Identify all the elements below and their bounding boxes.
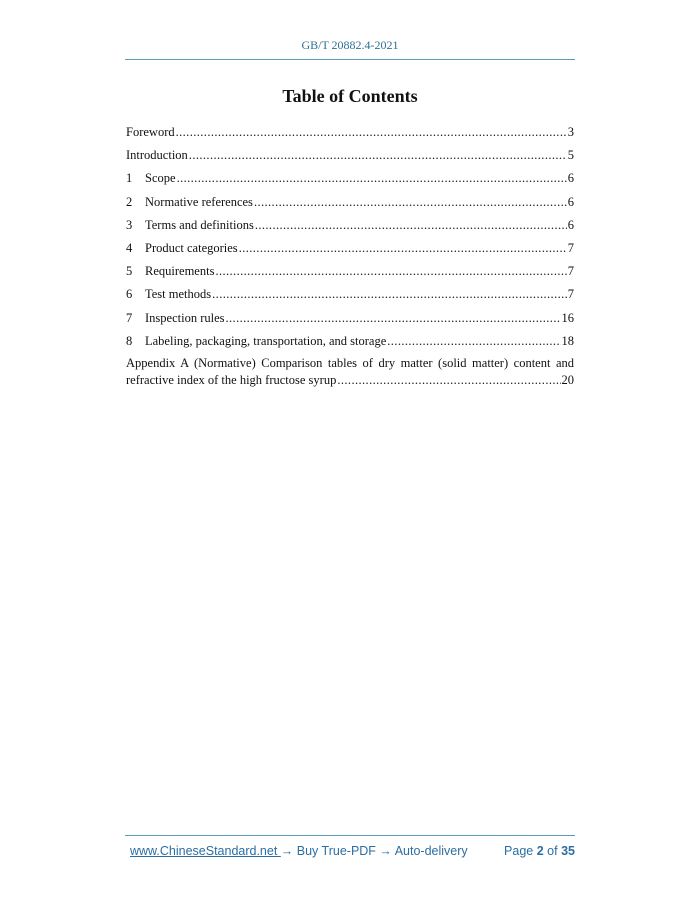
current-page-number: 2 bbox=[536, 844, 544, 858]
toc-page-number: 6 bbox=[567, 217, 574, 232]
toc-entry-label: Foreword bbox=[126, 125, 175, 139]
table-of-contents bbox=[126, 121, 574, 389]
toc-leader-dots bbox=[337, 372, 560, 389]
toc-entry-label: Terms and definitions bbox=[145, 217, 254, 232]
toc-section-number: 5 bbox=[126, 264, 133, 279]
toc-entry-label: Labeling, packaging, transportation, and storage bbox=[145, 333, 387, 348]
toc-section-number: 8 bbox=[126, 333, 133, 348]
toc-section-number: 6 bbox=[126, 287, 133, 302]
toc-leader-dots bbox=[177, 167, 567, 190]
toc-entry-label: Requirements bbox=[145, 264, 215, 279]
toc-leader-dots bbox=[226, 307, 561, 330]
toc-section-number: 7 bbox=[126, 310, 133, 325]
toc-page-number: 20 bbox=[561, 372, 574, 387]
toc-leader-dots bbox=[255, 214, 567, 237]
toc-entry-label: Normative references bbox=[145, 194, 253, 209]
toc-page-number: 7 bbox=[567, 240, 574, 255]
toc-leader-dots bbox=[189, 144, 567, 167]
page-title: Table of Contents bbox=[282, 86, 418, 106]
toc-section-number: 1 bbox=[126, 171, 133, 186]
toc-entry-scope[interactable] bbox=[126, 167, 574, 190]
toc-page-number: 7 bbox=[567, 287, 574, 302]
toc-leader-dots bbox=[215, 260, 566, 283]
of-label: of bbox=[547, 844, 558, 858]
toc-entry-product-categories[interactable] bbox=[126, 237, 574, 260]
toc-page-number: 16 bbox=[561, 310, 574, 325]
toc-entry-label: Test methods bbox=[145, 287, 212, 302]
toc-entry-labeling-packaging[interactable] bbox=[126, 330, 574, 353]
appendix-title-line: Appendix A (Normative) Comparison tables of dry matter (solid matter) content and bbox=[126, 355, 574, 370]
toc-entry-normative-references[interactable] bbox=[126, 191, 574, 214]
toc-page-number: 18 bbox=[561, 333, 574, 348]
footer-promo bbox=[130, 844, 468, 858]
toc-entry-introduction[interactable] bbox=[126, 144, 574, 167]
toc-leader-dots bbox=[212, 283, 567, 306]
toc-entry-label: Introduction bbox=[126, 148, 188, 163]
toc-entry-foreword[interactable] bbox=[126, 121, 574, 144]
toc-entry-label: Product categories bbox=[145, 240, 238, 255]
toc-page-number: 3 bbox=[567, 125, 574, 139]
footer-promo-text: → Buy True-PDF → Auto-delivery bbox=[280, 844, 468, 858]
toc-entry-test-methods[interactable] bbox=[126, 283, 574, 306]
toc-leader-dots bbox=[239, 237, 567, 260]
page-indicator bbox=[504, 844, 575, 858]
header-divider bbox=[125, 59, 575, 60]
toc-leader-dots bbox=[254, 191, 567, 214]
toc-section-number: 3 bbox=[126, 217, 133, 232]
toc-entry-appendix-a[interactable] bbox=[126, 355, 574, 389]
toc-leader-dots bbox=[387, 330, 560, 353]
toc-page-number: 6 bbox=[567, 194, 574, 209]
toc-entry-label: Inspection rules bbox=[145, 310, 225, 325]
toc-entry-inspection-rules[interactable] bbox=[126, 307, 574, 330]
toc-page-number: 7 bbox=[567, 264, 574, 279]
toc-entry-terms-and-definitions[interactable] bbox=[126, 214, 574, 237]
toc-entry-requirements[interactable] bbox=[126, 260, 574, 283]
website-link[interactable]: www.ChineseStandard.net bbox=[130, 844, 281, 858]
page-label: Page bbox=[504, 844, 534, 858]
toc-section-number: 4 bbox=[126, 240, 133, 255]
toc-section-number: 2 bbox=[126, 194, 133, 209]
document-code-header: GB/T 20882.4-2021 bbox=[301, 38, 399, 52]
appendix-title-continuation: refractive index of the high fructose syrup bbox=[126, 372, 337, 387]
footer-divider bbox=[125, 835, 575, 836]
page-footer bbox=[130, 844, 575, 858]
total-pages-number: 35 bbox=[561, 844, 575, 858]
toc-page-number: 6 bbox=[567, 171, 574, 186]
toc-page-number: 5 bbox=[567, 148, 574, 163]
toc-entry-label: Scope bbox=[145, 171, 176, 186]
toc-leader-dots bbox=[176, 121, 567, 144]
